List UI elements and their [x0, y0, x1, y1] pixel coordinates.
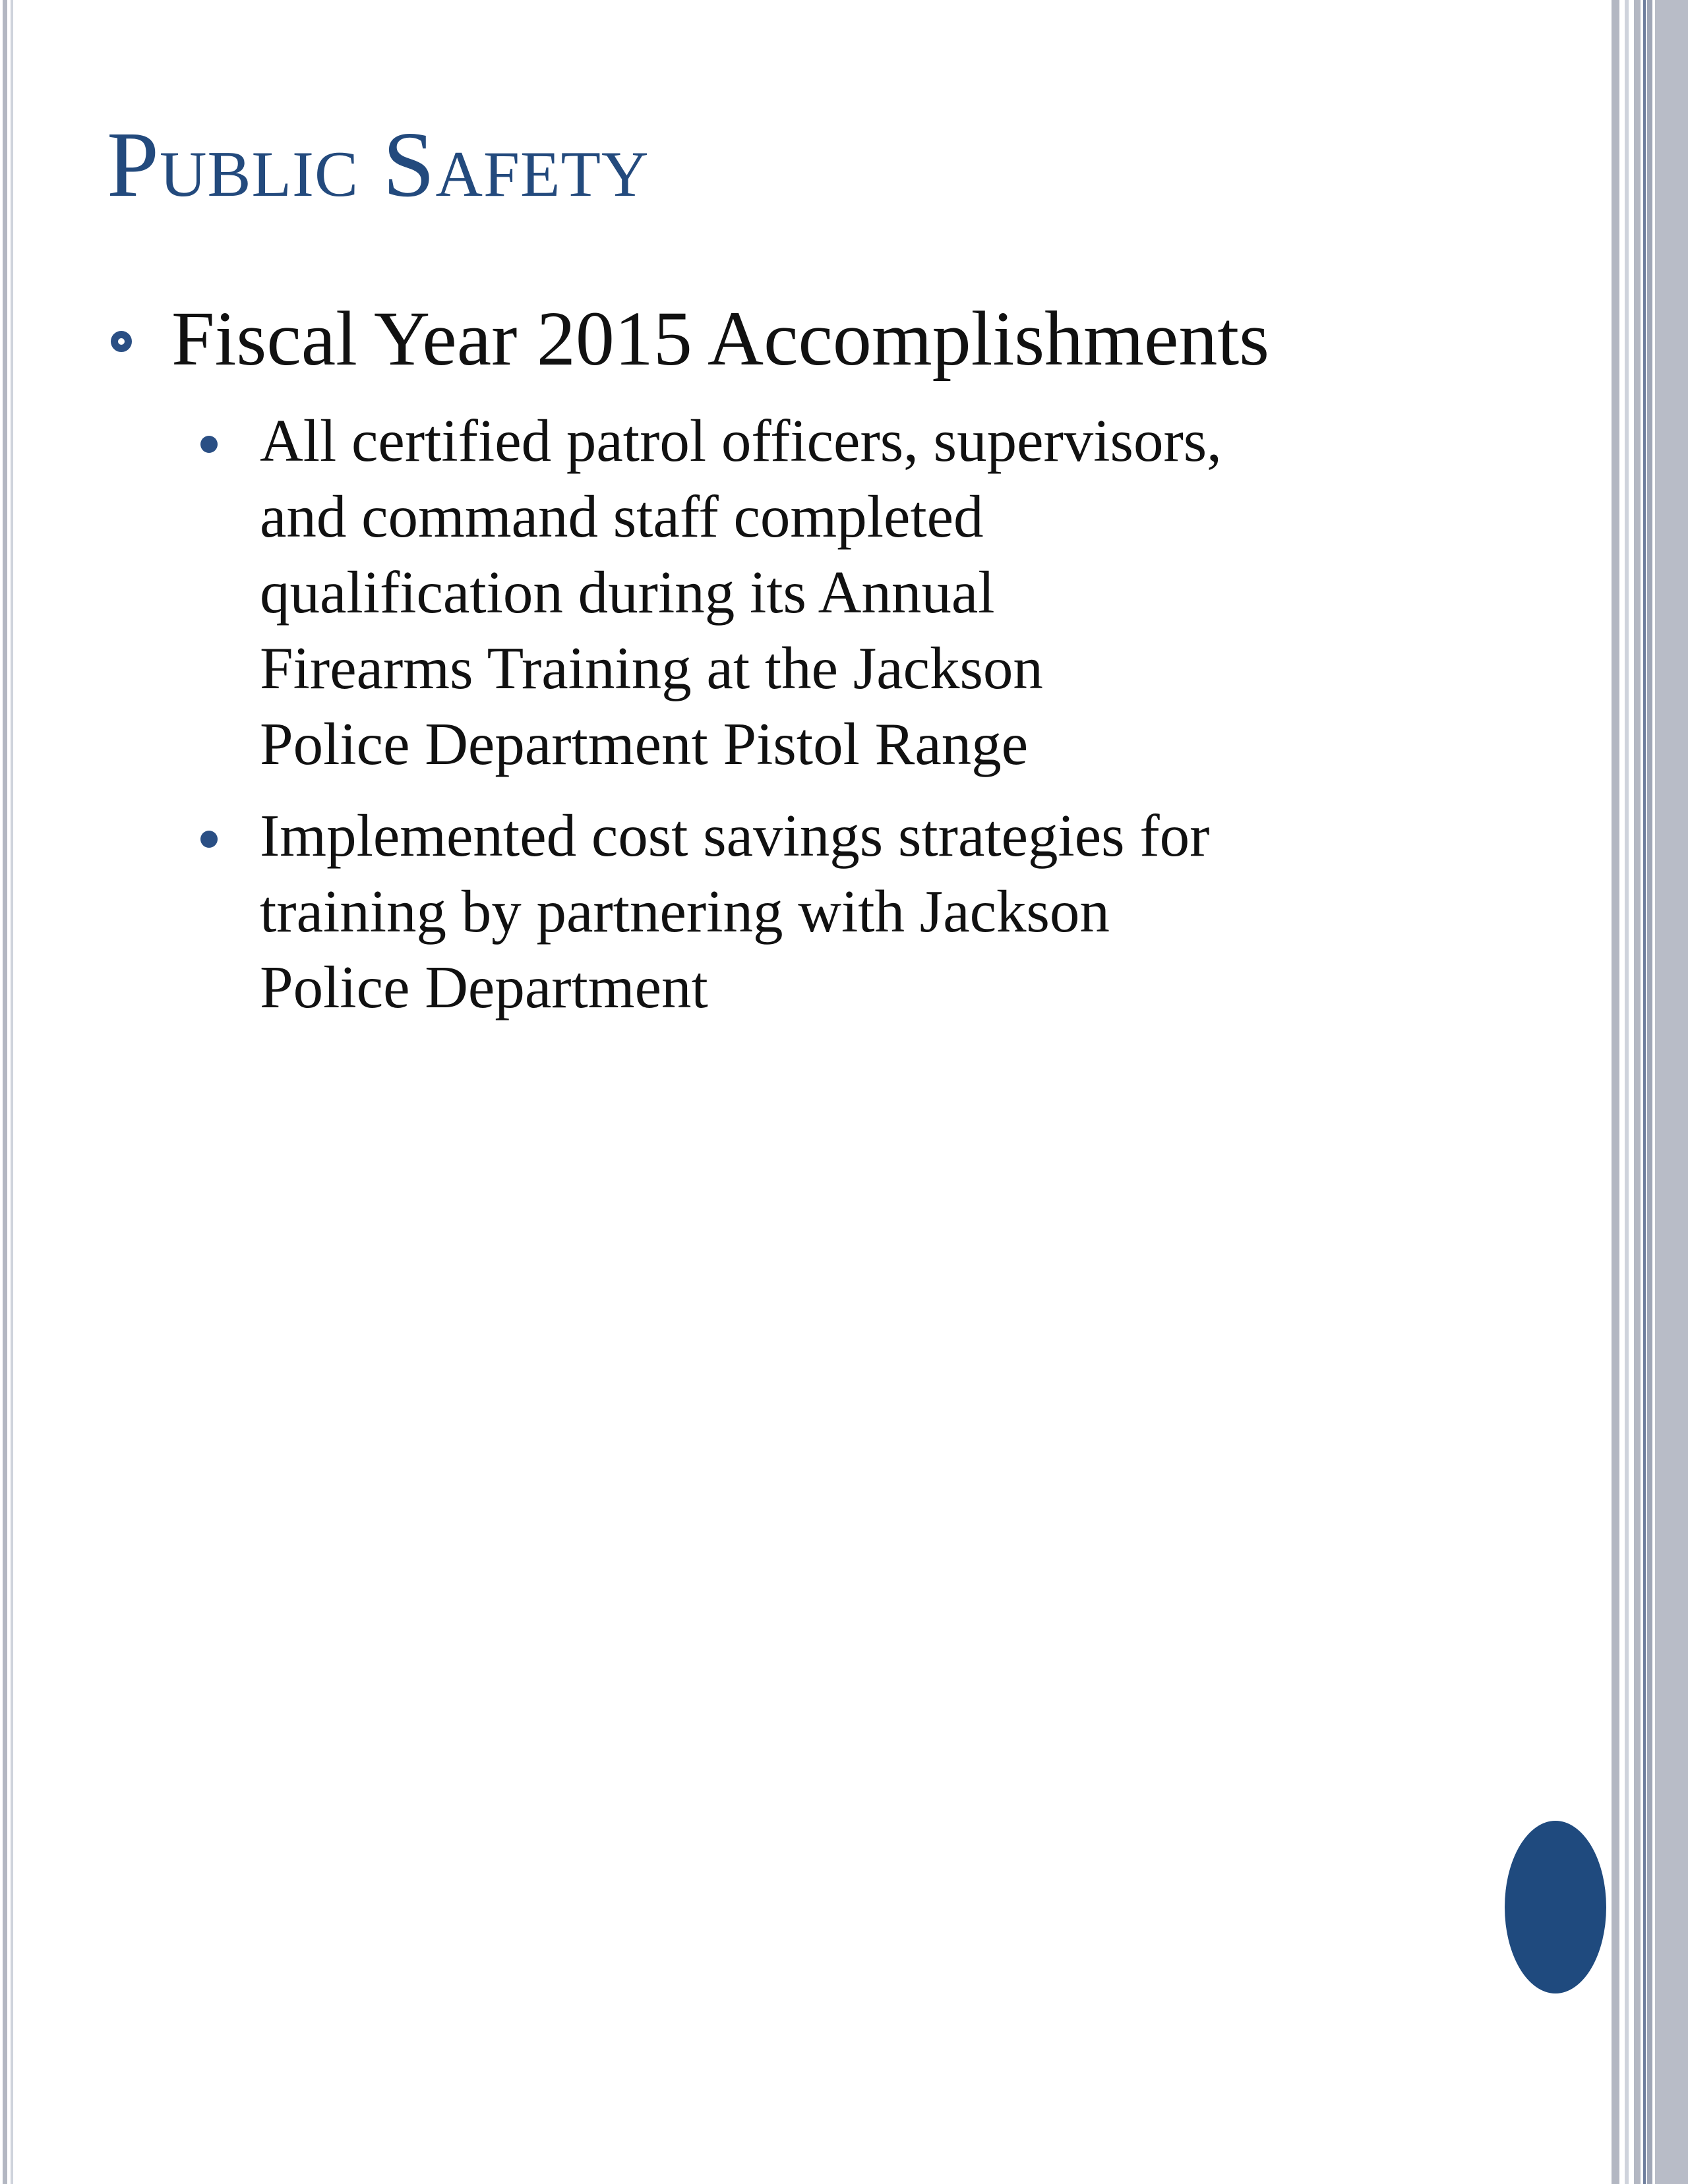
bullet-line: All certified patrol officers, supervisors, [260, 407, 1222, 474]
oval-ornament [1505, 1821, 1606, 1993]
slide-title: Public Safety [107, 112, 649, 216]
right-border-bar [1612, 0, 1619, 2184]
left-border-rule [3, 0, 7, 2184]
right-border-bar [1655, 0, 1688, 2184]
right-border-bar [1634, 0, 1641, 2184]
bullet-text [260, 403, 1486, 782]
right-border-bars [1612, 0, 1688, 2184]
left-border-rule-inner [11, 0, 13, 2184]
bullet-line: and command staff completed [260, 483, 984, 550]
bullet-line: Implemented cost savings strategies for [260, 802, 1210, 869]
right-border-bar [1625, 0, 1629, 2184]
bullet-line: Police Department [260, 954, 708, 1020]
bullet-line: qualification during its Annual [260, 559, 995, 626]
bullet-line: Firearms Training at the Jackson [260, 635, 1043, 701]
bullet-line: training by partnering with Jackson [260, 878, 1110, 945]
heading-text: Fiscal Year 2015 Accomplishments [171, 295, 1270, 382]
dot-bullet-icon [200, 831, 218, 848]
bullet-text [260, 798, 1486, 1025]
right-border-bar [1647, 0, 1652, 2184]
right-border-bar [1643, 0, 1646, 2184]
ring-bullet-icon [111, 331, 132, 352]
dot-bullet-icon [200, 436, 218, 453]
bullet-line: Police Department Pistol Range [260, 711, 1029, 777]
